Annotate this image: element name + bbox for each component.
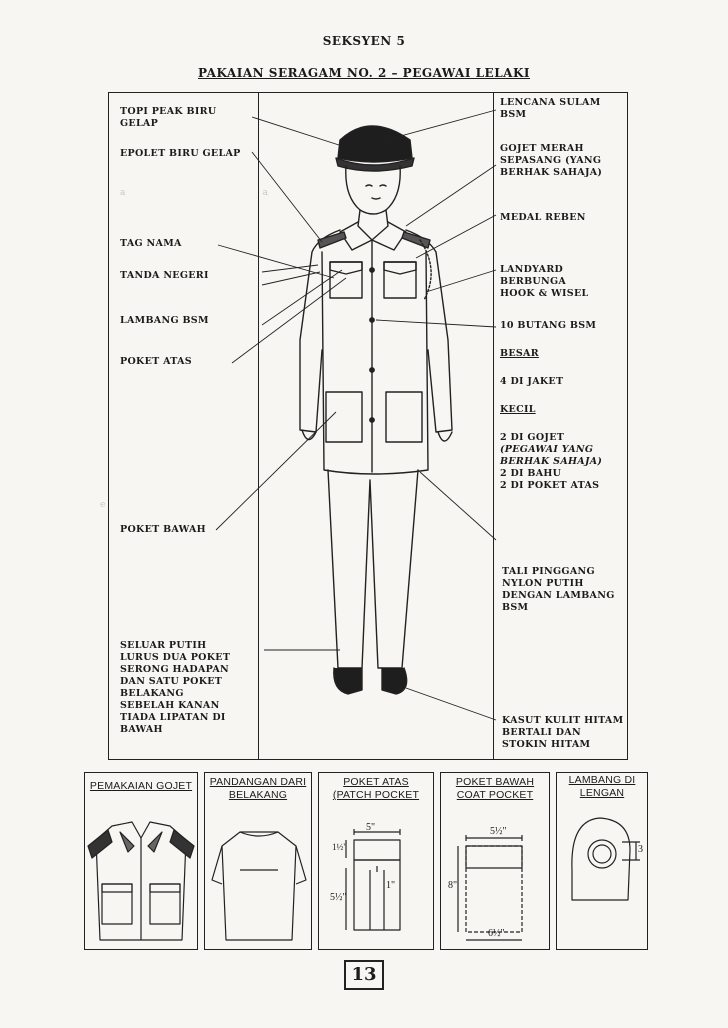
panel-title-sleeve-emblem: LAMBANG DI LENGAN xyxy=(568,774,636,799)
panel-title-gorget: PEMAKAIAN GOJET xyxy=(89,780,193,792)
label-belt: TALI PINGGANG NYLON PUTIH DENGAN LAMBANG BSM xyxy=(502,566,615,613)
label-cap: TOPI PEAK BIRU GELAP xyxy=(120,106,217,129)
label-gorget: GOJET MERAH SEPASANG (YANG BERHAK SAHAJA) xyxy=(500,143,603,178)
label-trousers: SELUAR PUTIH LURUS DUA POKET SERONG HADAPAN DAN SATU POKET BELAKANG SEBELAH KANAN TIADA LIPATAN DI BAWAH xyxy=(120,640,231,735)
label-lower-pocket: POKET BAWAH xyxy=(120,524,206,535)
dim-upper-flap: 1½" xyxy=(332,842,347,852)
label-state-badge: TANDA NEGERI xyxy=(120,270,209,281)
dim-lower-bottom: 6½" xyxy=(488,928,505,939)
dim-upper-pleat: 1" xyxy=(386,880,396,891)
dim-upper-height: 5½" xyxy=(330,892,347,903)
dim-lower-height: 8" xyxy=(448,880,458,891)
section-title: SEKSYEN 5 xyxy=(322,34,406,48)
label-large-detail: 4 DI JAKET xyxy=(500,376,564,387)
label-name-tag: TAG NAMA xyxy=(120,238,182,249)
label-small-items: 2 DI GOJET (PEGAWAI YANG BERHAK SAHAJA) 2 DI BAHU 2 DI POKET ATAS xyxy=(500,432,603,491)
dim-sleeve-marker: 3 xyxy=(638,844,643,855)
page-title: PAKAIAN SERAGAM NO. 2 – PEGAWAI LELAKI xyxy=(198,66,530,80)
label-large-heading: BESAR xyxy=(500,348,539,359)
label-small-heading: KECIL xyxy=(500,404,536,415)
dim-upper-width: 5" xyxy=(366,822,376,833)
page-number: 13 xyxy=(344,960,384,990)
label-badge: LENCANA SULAM BSM xyxy=(500,97,601,120)
panel-title-lower-pocket: POKET BAWAH COAT POCKET xyxy=(455,776,535,801)
label-upper-pocket: POKET ATAS xyxy=(120,356,192,367)
label-buttons: 10 BUTANG BSM xyxy=(500,320,597,331)
bleed-text: a a xyxy=(120,188,269,198)
label-medal: MEDAL REBEN xyxy=(500,212,586,223)
label-lanyard: LANDYARD BERBUNGA HOOK & WISEL xyxy=(500,264,589,299)
bleed-text: e xyxy=(100,500,106,510)
label-bsm-emblem: LAMBANG BSM xyxy=(120,315,209,326)
label-epaulette: EPOLET BIRU GELAP xyxy=(120,148,241,159)
dim-lower-width: 5½" xyxy=(490,826,507,837)
panel-title-upper-pocket: POKET ATAS (PATCH POCKET xyxy=(332,776,420,801)
label-shoes: KASUT KULIT HITAM BERTALI DAN STOKIN HITAM xyxy=(502,715,624,750)
panel-title-back-view: PANDANGAN DARI BELAKANG xyxy=(209,776,307,801)
